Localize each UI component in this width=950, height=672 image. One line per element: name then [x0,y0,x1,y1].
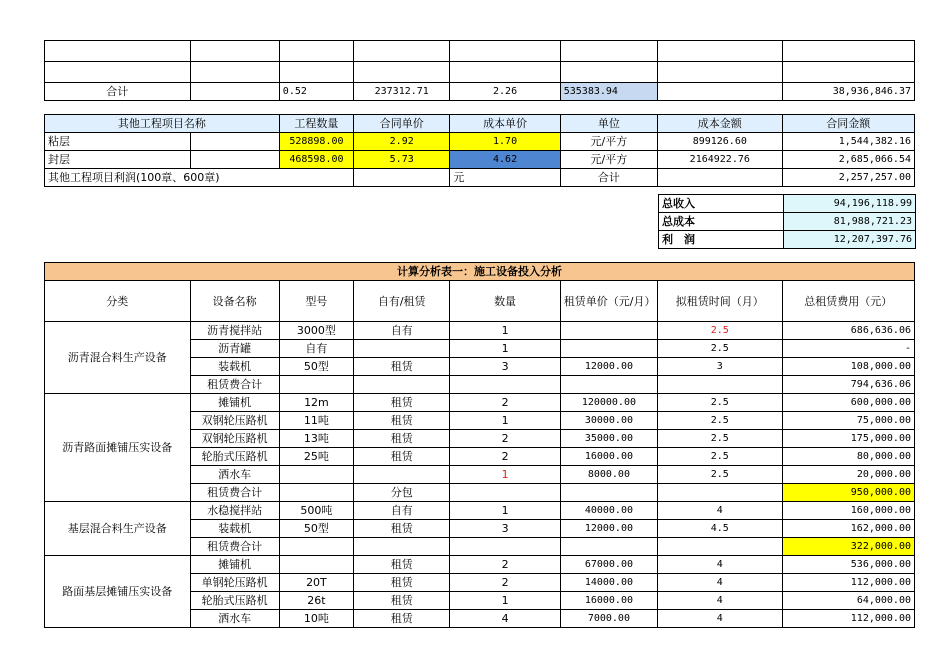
item-cost-price: 1.70 [450,133,560,151]
equipment-qty: 2 [450,556,560,574]
profit-value: 2,257,257.00 [782,169,915,187]
summary-table [658,194,916,249]
equipment-name: 租赁费合计 [190,376,279,394]
equipment-model: 20T [279,574,353,592]
equipment-total: 686,636.06 [782,322,915,340]
header-cost-price: 成本单价 [450,115,560,133]
equipment-qty: 1 [450,466,560,484]
equipment-lease-months: 2.5 [658,412,782,430]
equipment-lease-months [658,538,782,556]
income-value: 94,196,118.99 [784,195,916,213]
equipment-lease-months: 4.5 [658,520,782,538]
item-cost-amount: 2164922.76 [658,151,782,169]
item-contract-price: 5.73 [354,151,450,169]
cost-label: 总成本 [659,213,784,231]
col-total-lease: 总租赁费用（元） [782,281,915,322]
equipment-model: 26t [279,592,353,610]
equipment-qty: 1 [450,322,560,340]
equipment-model: 自有 [279,340,353,358]
equipment-model: 25吨 [279,448,353,466]
equipment-name: 轮胎式压路机 [190,448,279,466]
equipment-model: 12m [279,394,353,412]
equipment-lease-price: 12000.00 [560,358,657,376]
top-table [44,40,915,101]
equipment-name: 沥青搅拌站 [190,322,279,340]
profit-label: 其他工程项目利润(100章、600章) [45,169,354,187]
equipment-lease-price [560,376,657,394]
equipment-model: 500吨 [279,502,353,520]
equipment-lease-months: 4 [658,556,782,574]
equipment-total: 950,000.00 [782,484,915,502]
total-contract-amount: 38,936,846.37 [782,83,915,101]
equipment-total: 175,000.00 [782,430,915,448]
other-item-row [45,133,915,151]
equipment-total: 20,000.00 [782,466,915,484]
header-qty: 工程数量 [279,115,353,133]
item-unit: 元/平方 [560,151,657,169]
header-contract-price: 合同单价 [354,115,450,133]
equipment-model [279,484,353,502]
equipment-lease-price: 120000.00 [560,394,657,412]
equipment-qty [450,484,560,502]
equipment-model [279,466,353,484]
equipment-lease-months: 4 [658,592,782,610]
col-equipment: 设备名称 [190,281,279,322]
equipment-qty [450,538,560,556]
header-contract-amount: 合同金额 [782,115,915,133]
equipment-total: 80,000.00 [782,448,915,466]
equipment-lease-price: 40000.00 [560,502,657,520]
equipment-qty: 1 [450,502,560,520]
equipment-total: 112,000.00 [782,574,915,592]
equipment-lease-months: 4 [658,610,782,628]
equipment-lease-price: 30000.00 [560,412,657,430]
equipment-own-lease [354,376,450,394]
equipment-name: 洒水车 [190,610,279,628]
equipment-total: 536,000.00 [782,556,915,574]
equipment-lease-months: 4 [658,502,782,520]
equipment-own-lease: 自有 [354,322,450,340]
equipment-own-lease: 租赁 [354,556,450,574]
equipment-lease-price: 8000.00 [560,466,657,484]
blank-row [45,62,915,83]
equipment-total: 322,000.00 [782,538,915,556]
equipment-own-lease: 租赁 [354,592,450,610]
col-category: 分类 [45,281,191,322]
equipment-own-lease: 租赁 [354,412,450,430]
item-contract-price: 2.92 [354,133,450,151]
equipment-lease-months: 3 [658,358,782,376]
cost-row [659,213,916,231]
analysis-title: 计算分析表一：施工设备投入分析 [45,263,915,281]
equipment-qty [450,376,560,394]
equipment-total: 75,000.00 [782,412,915,430]
equipment-lease-price: 16000.00 [560,448,657,466]
equipment-model: 50型 [279,358,353,376]
col-own-lease: 自有/租赁 [354,281,450,322]
equipment-lease-months: 2.5 [658,340,782,358]
equipment-lease-price [560,322,657,340]
analysis-header-row [45,281,915,322]
equipment-name: 摊铺机 [190,394,279,412]
equipment-model [279,538,353,556]
total-cost-price: 2.26 [450,83,560,101]
equipment-qty: 3 [450,520,560,538]
equipment-name: 装载机 [190,358,279,376]
equipment-model: 3000型 [279,322,353,340]
category-cell: 基层混合料生产设备 [45,502,191,556]
equipment-own-lease: 租赁 [354,448,450,466]
equipment-qty: 3 [450,358,560,376]
equipment-lease-price: 67000.00 [560,556,657,574]
equipment-model: 50型 [279,520,353,538]
total-label: 合计 [45,83,191,101]
profit-unit: 元 [450,169,560,187]
header-cost-amount: 成本金额 [658,115,782,133]
equipment-own-lease: 租赁 [354,610,450,628]
equipment-name: 双钢轮压路机 [190,412,279,430]
blank-row [45,41,915,62]
equipment-qty: 2 [450,430,560,448]
equipment-lease-months: 2.5 [658,394,782,412]
equipment-name: 沥青罐 [190,340,279,358]
total-amount: 535383.94 [560,83,657,101]
equipment-qty: 2 [450,448,560,466]
equipment-lease-price: 7000.00 [560,610,657,628]
equipment-total: 112,000.00 [782,610,915,628]
income-label: 总收入 [659,195,784,213]
equipment-lease-price [560,484,657,502]
equipment-own-lease [354,340,450,358]
equipment-own-lease [354,466,450,484]
item-qty: 528898.00 [279,133,353,151]
total-qty: 0.52 [279,83,353,101]
equipment-name: 洒水车 [190,466,279,484]
equipment-row [45,394,915,412]
equipment-own-lease: 分包 [354,484,450,502]
item-unit: 元/平方 [560,133,657,151]
item-cost-price: 4.62 [450,151,560,169]
equipment-qty: 1 [450,412,560,430]
equipment-lease-price: 16000.00 [560,592,657,610]
category-cell: 路面基层摊铺压实设备 [45,556,191,628]
equipment-name: 轮胎式压路机 [190,592,279,610]
equipment-row [45,322,915,340]
equipment-lease-months: 2.5 [658,430,782,448]
item-name: 粘层 [45,133,191,151]
equipment-lease-months [658,484,782,502]
equipment-own-lease: 租赁 [354,394,450,412]
equipment-lease-price [560,340,657,358]
equipment-name: 租赁费合计 [190,538,279,556]
equipment-own-lease: 租赁 [354,574,450,592]
col-lease-months: 拟租赁时间（月） [658,281,782,322]
equipment-own-lease: 租赁 [354,430,450,448]
equipment-lease-months [658,376,782,394]
equipment-name: 摊铺机 [190,556,279,574]
category-cell: 沥青路面摊铺压实设备 [45,394,191,502]
equipment-model: 10吨 [279,610,353,628]
equipment-own-lease: 租赁 [354,520,450,538]
item-contract-amount: 2,685,066.54 [782,151,915,169]
item-contract-amount: 1,544,382.16 [782,133,915,151]
col-lease-price: 租赁单价（元/月） [560,281,657,322]
equipment-row [45,502,915,520]
profit-total-label: 合计 [560,169,657,187]
equipment-lease-months: 2.5 [658,448,782,466]
equipment-lease-price: 35000.00 [560,430,657,448]
category-cell: 沥青混合料生产设备 [45,322,191,394]
other-items-table [44,114,915,187]
equipment-name: 装载机 [190,520,279,538]
equipment-row [45,556,915,574]
profit-summary-value: 12,207,397.76 [784,231,916,249]
other-item-row [45,151,915,169]
equipment-qty: 2 [450,394,560,412]
equipment-total: 162,000.00 [782,520,915,538]
item-name: 封层 [45,151,191,169]
item-cost-amount: 899126.60 [658,133,782,151]
col-model: 型号 [279,281,353,322]
profit-summary-row [659,231,916,249]
profit-row [45,169,915,187]
income-row [659,195,916,213]
equipment-lease-months: 4 [658,574,782,592]
equipment-model [279,376,353,394]
equipment-lease-price [560,538,657,556]
equipment-name: 租赁费合计 [190,484,279,502]
equipment-total: 794,636.06 [782,376,915,394]
equipment-lease-price: 12000.00 [560,520,657,538]
header-unit: 单位 [560,115,657,133]
item-qty: 468598.00 [279,151,353,169]
equipment-total: 64,000.00 [782,592,915,610]
equipment-qty: 1 [450,592,560,610]
equipment-name: 水稳搅拌站 [190,502,279,520]
equipment-name: 双钢轮压路机 [190,430,279,448]
equipment-lease-months: 2.5 [658,466,782,484]
total-row [45,83,915,101]
equipment-qty: 1 [450,340,560,358]
equipment-qty: 4 [450,610,560,628]
equipment-qty: 2 [450,574,560,592]
equipment-total: 108,000.00 [782,358,915,376]
equipment-total: 160,000.00 [782,502,915,520]
equipment-own-lease [354,538,450,556]
equipment-total: 600,000.00 [782,394,915,412]
profit-summary-label: 利 润 [659,231,784,249]
equipment-lease-months: 2.5 [658,322,782,340]
equipment-total: - [782,340,915,358]
equipment-own-lease: 租赁 [354,358,450,376]
equipment-model: 11吨 [279,412,353,430]
header-name: 其他工程项目名称 [45,115,280,133]
equipment-own-lease: 自有 [354,502,450,520]
equipment-analysis-table [44,262,915,628]
equipment-lease-price: 14000.00 [560,574,657,592]
equipment-model: 13吨 [279,430,353,448]
equipment-model [279,556,353,574]
total-contract-price: 237312.71 [354,83,450,101]
col-qty: 数量 [450,281,560,322]
equipment-name: 单钢轮压路机 [190,574,279,592]
other-items-header [45,115,915,133]
cost-value: 81,988,721.23 [784,213,916,231]
